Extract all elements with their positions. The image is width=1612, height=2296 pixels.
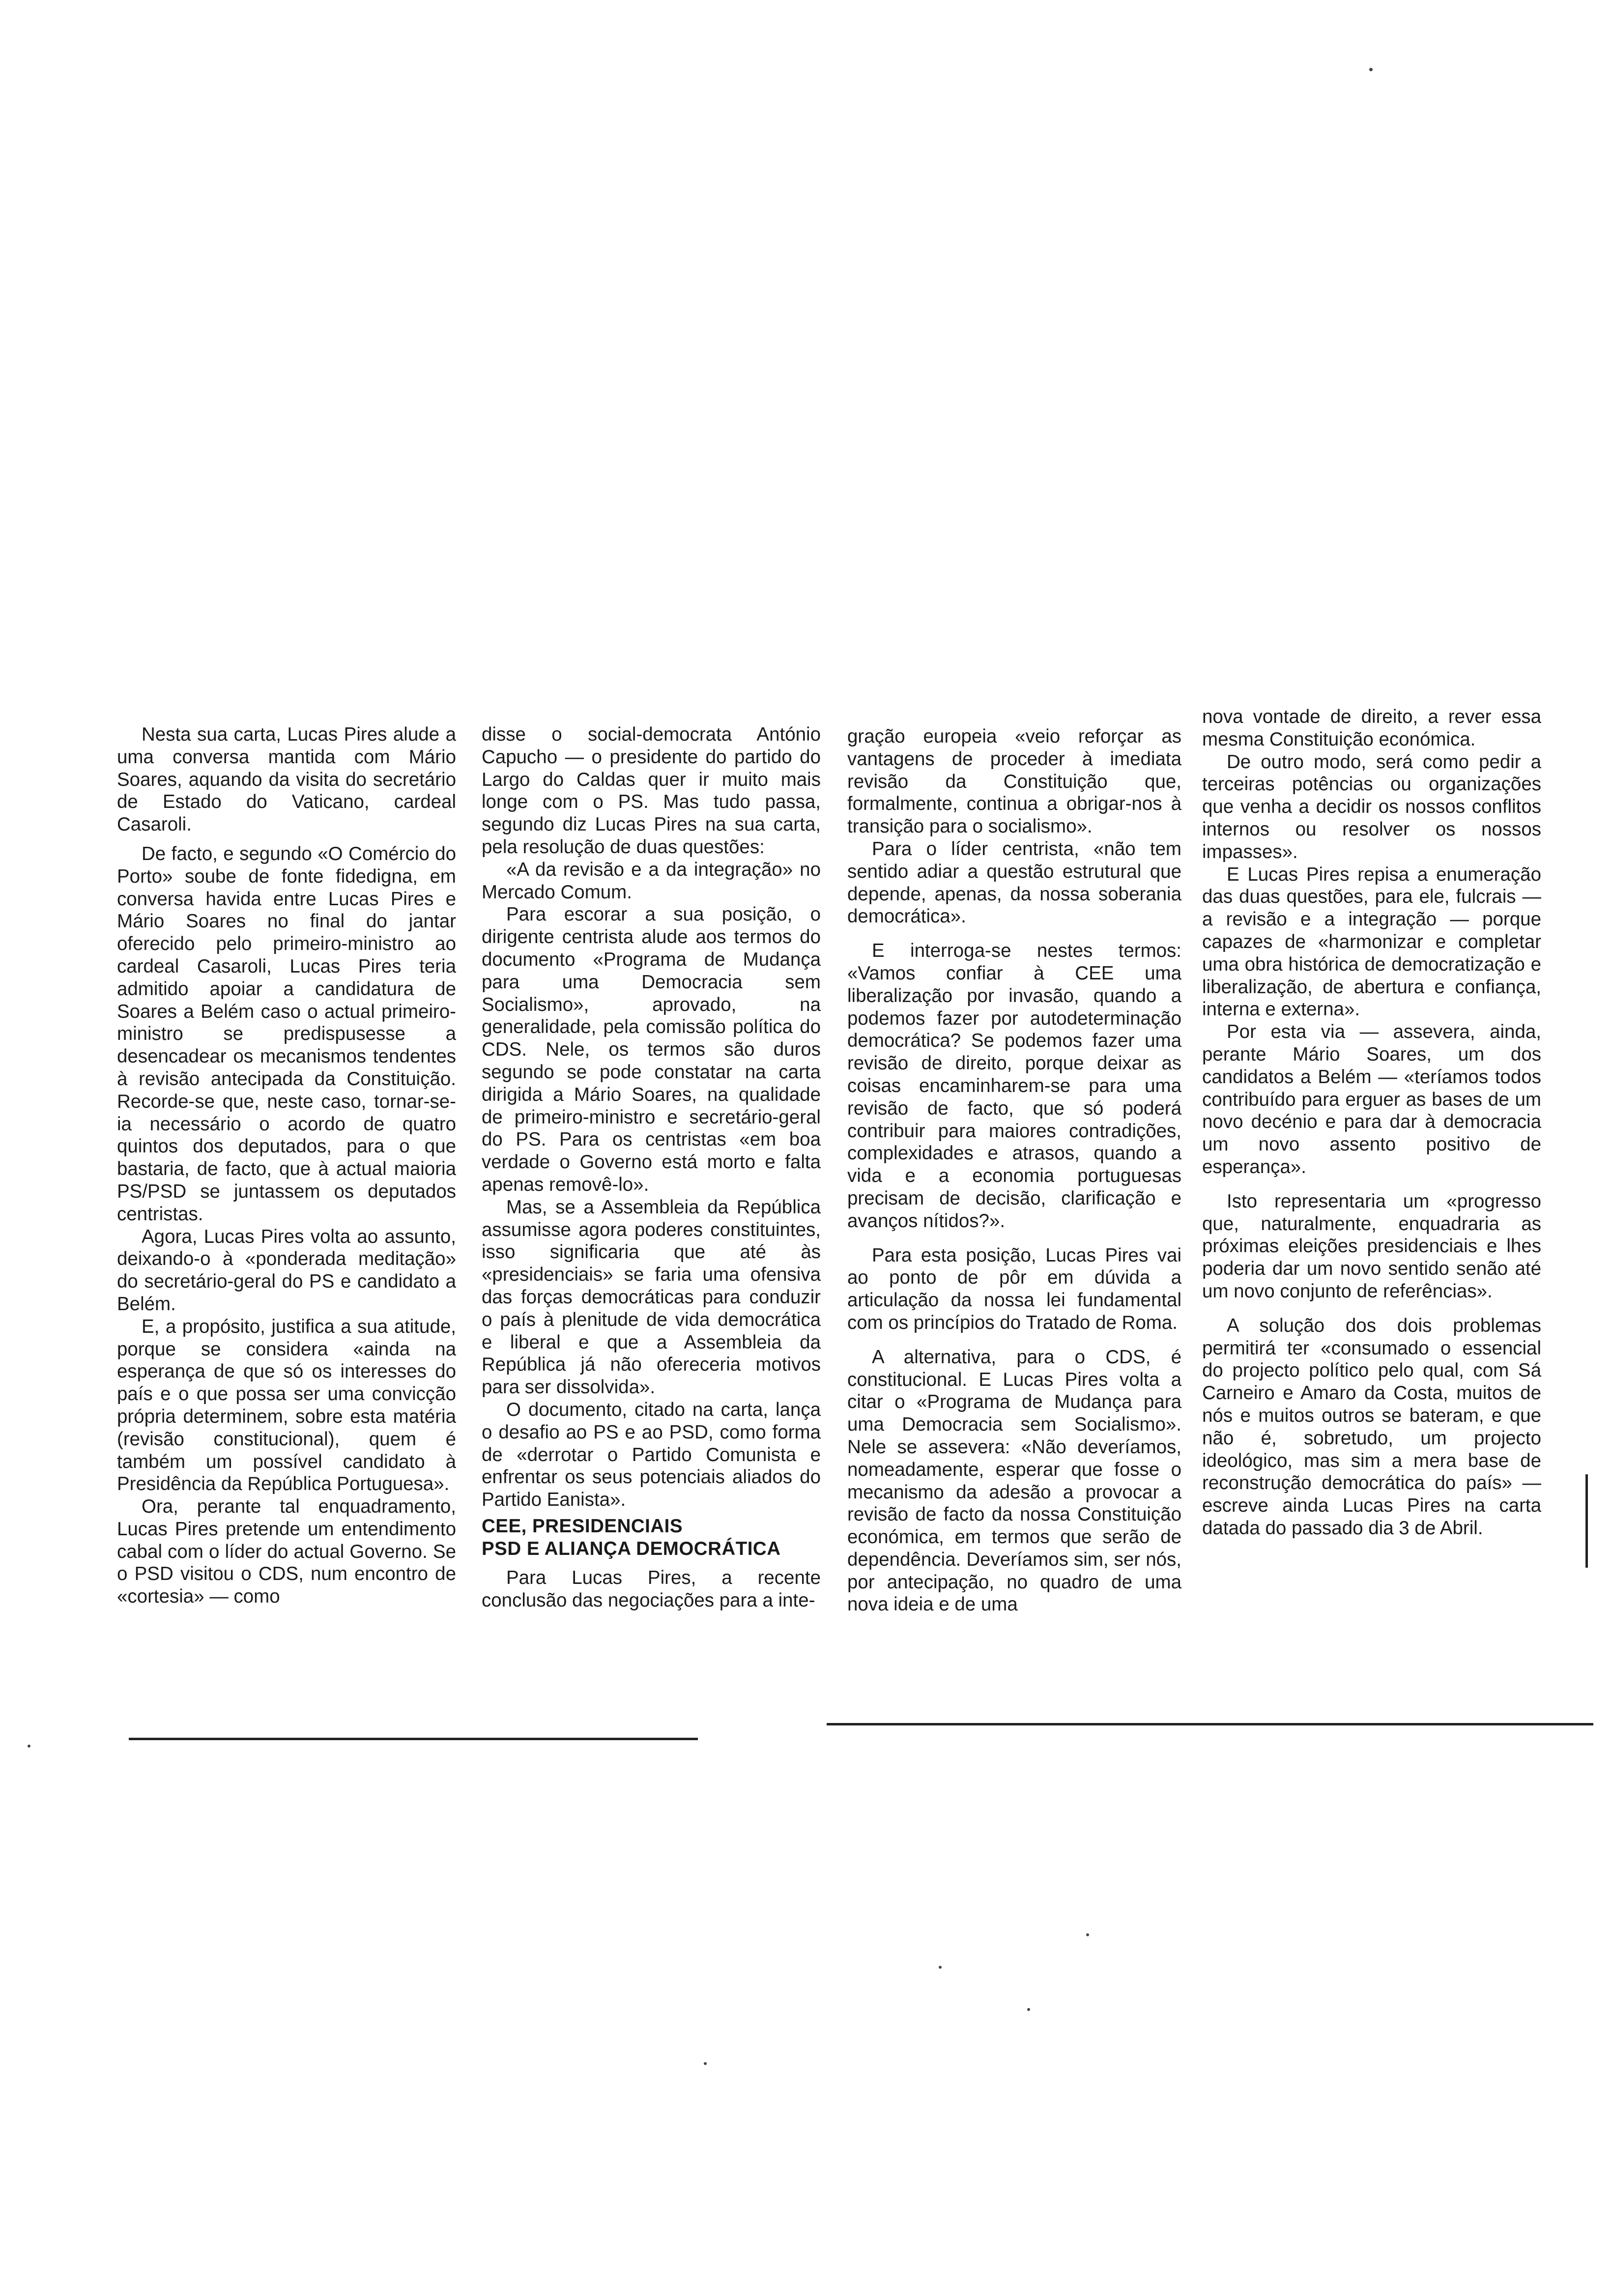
paragraph: Agora, Lucas Pires volta ao assunto, deixando-o à «ponderada meditação» do secretário-geral do PS e candidato a Belém. — [117, 1226, 456, 1315]
paragraph: Para Lucas Pires, a recente conclusão das negociações para a inte- — [482, 1567, 821, 1611]
paragraph: nova vontade de direito, a rever essa mesma Constituição económica. — [1202, 706, 1541, 750]
paragraph: De outro modo, será como pedir a terceiras potências ou organizações que venha a decidir os nossos conflitos internos ou resolver os nossos impasses». — [1202, 751, 1541, 862]
section-heading: PSD E ALIANÇA DEMOCRÁTICA — [482, 1538, 781, 1559]
paragraph: Para esta posição, Lucas Pires vai ao ponto de pôr em dúvida a articulação da nossa lei fundamental com os princípios do Tratado de Roma. — [847, 1244, 1181, 1333]
column-rule-right — [827, 1723, 1593, 1725]
paragraph: Por esta via — assevera, ainda, perante Mário Soares, um dos candidatos a Belém — «teríamos todos contribuído para erguer as bases de um novo decénio e para dar à democracia um novo assento positivo de esperança». — [1202, 1021, 1541, 1177]
paragraph: A solução dos dois problemas permitirá ter «consumado o essencial do projecto político pelo qual, com Sá Carneiro e Amaro da Costa, muitos de nós e muitos outros se bateram, e que não é, sobretudo, um projecto ideológico, mas sim a mera base de reconstrução democrática do país» — escreve ainda Lucas Pires na carta datada do passado dia 3 de Abril. — [1202, 1315, 1541, 1539]
scan-speck — [28, 1745, 30, 1748]
column-rule-left — [129, 1738, 698, 1740]
scan-speck — [704, 2062, 707, 2065]
margin-mark — [1585, 1474, 1588, 1568]
paragraph: A alternativa, para o CDS, é constitucional. E Lucas Pires volta a citar o «Programa de Mudança para uma Democracia sem Socialismo». Nele se assevera: «Não deveríamos, nomeadamente, esperar que fosse o mecanismo da adesão a provocar a revisão de facto da nossa Constituição económica, em termos que serão de dependência. Deveríamos sim, ser nós, por antecipação, no quadro de uma nova ideia e de uma — [847, 1346, 1181, 1615]
scan-speck — [1027, 2008, 1030, 2011]
paragraph: E, a propósito, justifica a sua atitude, porque se considera «ainda na esperança de que só os interesses do país e o que possa ser uma convicção própria determinem, sobre esta matéria (revisão constitucional), quem é também um possível candidato à Presidência da República Portuguesa». — [117, 1316, 456, 1495]
article-column-2 — [482, 723, 821, 1612]
scan-speck — [939, 1966, 942, 1969]
paragraph: disse o social-democrata António Capucho — o presidente do partido do Largo do Caldas quer ir muito mais longe com o PS. Mas tudo passa, segundo diz Lucas Pires na sua carta, pela resolução de duas questões: — [482, 724, 821, 858]
paragraph: E Lucas Pires repisa a enumeração das duas questões, para ele, fulcrais — a revisão e a integração — porque capazes de «harmonizar e completar uma obra histórica de democratização e liberalização, de abertura e confiança, interna e externa». — [1202, 863, 1541, 1020]
article-column-3 — [847, 725, 1181, 1616]
section-heading: CEE, PRESIDENCIAIS — [482, 1515, 683, 1537]
paragraph: E interroga-se nestes termos: «Vamos confiar à CEE uma liberalização por invasão, quando a podemos fazer por autodeterminação democrática? Se podemos fazer uma revisão de direito, porque deixar as coisas encaminharem-se para uma revisão de facto, que só poderá contribuir para maiores contradições, complexidades e atrasos, quando a vida e a economia portuguesas precisam de decisão, clarificação e avanços nítidos?». — [847, 940, 1181, 1232]
paragraph: Para o líder centrista, «não tem sentido adiar a questão estrutural que depende, apenas, da nossa soberania democrática». — [847, 838, 1181, 927]
scan-speck — [1369, 68, 1373, 71]
paragraph: Mas, se a Assembleia da República assumisse agora poderes constituintes, isso significaria que até às «presidenciais» se faria uma ofensiva das forças democráticas para conduzir o país à plenitude de vida democrática e liberal e que a Assembleia da República já não ofereceria motivos para ser dissolvida». — [482, 1196, 821, 1398]
paragraph: Isto representaria um «progresso que, naturalmente, enquadraria as próximas eleições presidenciais e lhes poderia dar um novo sentido senão até um novo conjunto de referências». — [1202, 1190, 1541, 1302]
paragraph: Para escorar a sua posição, o dirigente centrista alude aos termos do documento «Programa de Mudança para uma Democracia sem Socialismo», aprovado, na generalidade, pela comissão política do CDS. Nele, os termos são duros segundo se pode constatar na carta dirigida a Mário Soares, na qualidade de primeiro-ministro e secretário-geral do PS. Para os centristas «em boa verdade o Governo está morto e falta apenas removê-lo». — [482, 904, 821, 1195]
scan-speck — [1086, 1933, 1089, 1936]
article-column-4 — [1202, 706, 1541, 1540]
article-column-1 — [117, 723, 456, 1608]
paragraph: Nesta sua carta, Lucas Pires alude a uma conversa mantida com Mário Soares, aquando da visita do secretário de Estado do Vaticano, cardeal Casaroli. — [117, 724, 456, 835]
paragraph: O documento, citado na carta, lança o desafio ao PS e ao PSD, como forma de «derrotar o Partido Comunista e enfrentar os seus potenciais aliados do Partido Eanista». — [482, 1399, 821, 1511]
paragraph: De facto, e segundo «O Comércio do Porto» soube de fonte fidedigna, em conversa havida entre Lucas Pires e Mário Soares no final do jantar oferecido pelo primeiro-ministro ao cardeal Casaroli, Lucas Pires teria admitido apoiar a candidatura de Soares a Belém caso o actual primeiro-ministro se predispusesse a desencadear os mecanismos tendentes à revisão antecipada da Constituição. Recorde-se que, neste caso, tornar-se-ia necessário o acordo de quatro quintos dos deputados, para o que bastaria, de facto, que à actual maioria PS/PSD se juntassem os deputados centristas. — [117, 843, 456, 1225]
paragraph: Ora, perante tal enquadramento, Lucas Pires pretende um entendimento cabal com o líder do actual Governo. Se o PSD visitou o CDS, num encontro de «cortesia» — como — [117, 1496, 456, 1607]
paragraph: «A da revisão e a da integração» no Mercado Comum. — [482, 859, 821, 903]
paragraph: gração europeia «veio reforçar as vantagens de proceder à imediata revisão da Constituição que, formalmente, continua a obrigar-nos à transição para o socialismo». — [847, 726, 1181, 837]
